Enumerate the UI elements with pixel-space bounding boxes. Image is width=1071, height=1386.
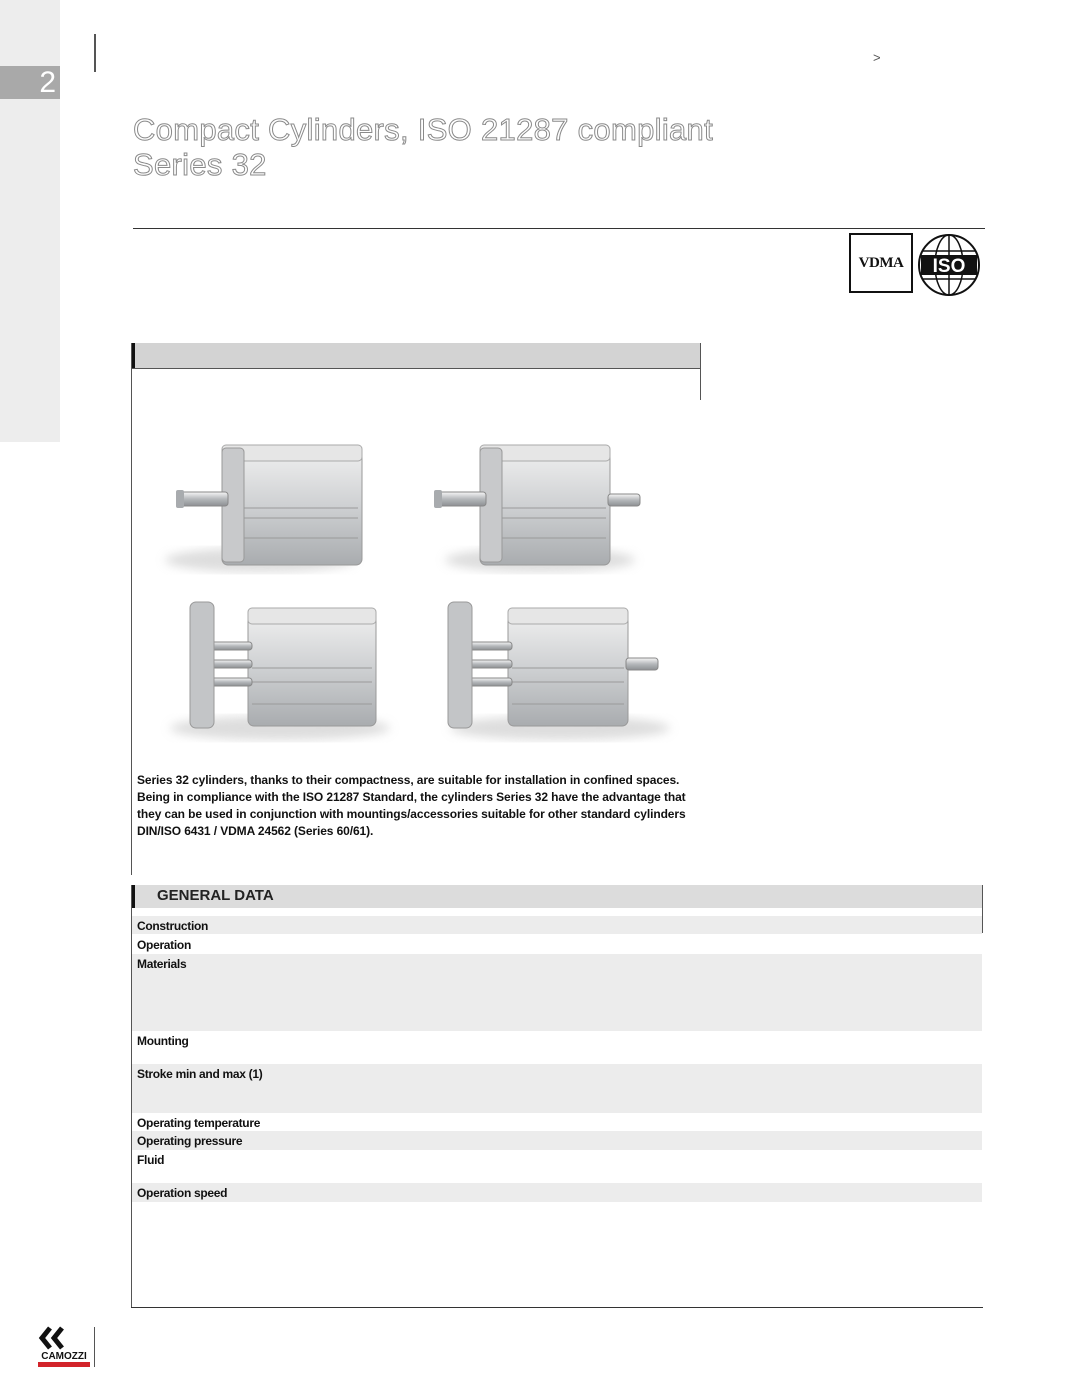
table-row [132, 916, 982, 934]
row-label-mounting: Mounting [137, 1034, 189, 1048]
general-data-left-rule [131, 885, 132, 1308]
iso-logo-text: ISO [932, 256, 966, 277]
page-subtitle: Series 32 [133, 147, 267, 182]
camozzi-logo-text: CAMOZZI [41, 1351, 87, 1362]
row-label-materials: Materials [137, 957, 187, 971]
general-data-title: GENERAL DATA [157, 887, 274, 904]
row-label-operation: Operation [137, 938, 191, 952]
cylinder-single-rod [165, 445, 362, 572]
table-row [132, 1113, 982, 1131]
product-right-rule [700, 343, 701, 400]
product-header-bar [131, 343, 700, 368]
table-row [132, 1150, 982, 1183]
product-photo [140, 420, 700, 760]
page-title: Compact Cylinders, ISO 21287 compliant [133, 112, 713, 147]
camozzi-logo [36, 1326, 92, 1368]
row-label-stroke: Stroke min and max (1) [137, 1067, 263, 1081]
table-row [132, 1064, 982, 1113]
row-label-operation-speed: Operation speed [137, 1186, 228, 1200]
iso-logo [917, 233, 981, 297]
cylinder-guided [170, 602, 390, 740]
product-description: Series 32 cylinders, thanks to their compactness, are suitable for installation in confined spaces. Being in compliance with the ISO 21287 Standard, the cylinders Series 32 have the advantage that they can be used in conjunction with mountings/accessories suitable for other standard cylinders DIN/ISO 6431 / VDMA 24562 (Series 60/61). [137, 773, 686, 838]
row-label-fluid: Fluid [137, 1153, 165, 1167]
general-data-right-rule [982, 885, 983, 933]
cylinder-through-rod [434, 445, 640, 572]
footer-rule [94, 1327, 95, 1367]
vdma-logo-text: VDMA [858, 254, 904, 271]
table-row [132, 1031, 982, 1064]
nav-arrow[interactable]: > [873, 50, 881, 65]
row-label-operating-temperature: Operating temperature [137, 1116, 261, 1130]
header-tick [94, 34, 96, 72]
table-row [132, 935, 982, 953]
vdma-logo [849, 233, 913, 293]
chapter-tab: 2 [0, 66, 60, 99]
title-rule [133, 228, 985, 229]
table-row [132, 1183, 982, 1202]
general-data-bottom-rule [131, 1307, 983, 1308]
table-row [132, 1131, 982, 1150]
row-label-operating-pressure: Operating pressure [137, 1134, 243, 1148]
product-left-rule [131, 343, 132, 875]
table-row [132, 954, 982, 1031]
cylinder-guided-through-rod [448, 602, 670, 740]
row-label-construction: Construction [137, 919, 209, 933]
product-header-rule [131, 368, 700, 369]
